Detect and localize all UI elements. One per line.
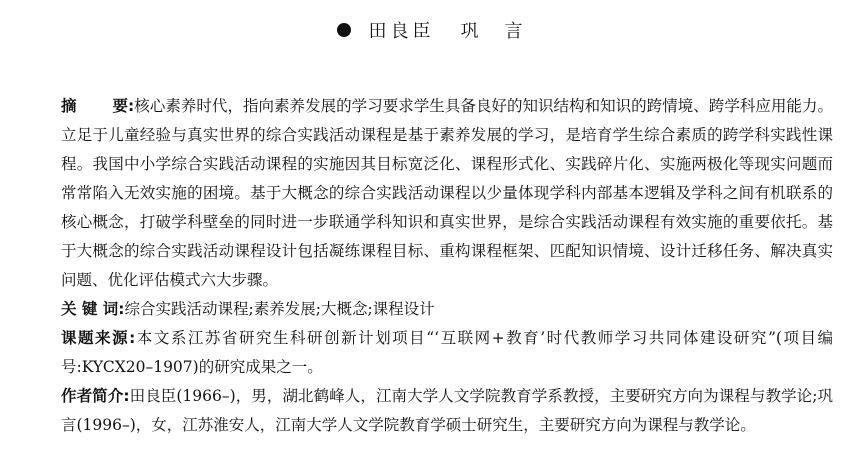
keywords-text: 综合实践活动课程;素养发展;大概念;课程设计 [124, 300, 435, 318]
author-intro-paragraph [61, 382, 833, 440]
author-intro-label: 作者简介: [61, 387, 130, 405]
keywords-paragraph [61, 295, 833, 324]
author-intro-text: 田良臣(1966–)，男，湖北鹤峰人，江南大学人文学院教育学系教授，主要研究方向为课程与教学论;巩言(1996–)，女，江苏淮安人，江南大学人文学院教育学硕士研究生，主要研究方向为课程与教学论。 [61, 387, 833, 434]
abstract-label-part2: 要: [112, 97, 135, 115]
author-name-2: 巩 言 [460, 21, 527, 42]
author-name-1: 田良臣 [368, 21, 435, 42]
abstract-label-part1: 摘 [61, 97, 77, 115]
abstract-paragraph [61, 92, 833, 295]
bullet-icon [337, 23, 351, 37]
keywords-label: 关 键 词: [61, 300, 125, 318]
front-matter [61, 92, 833, 440]
author-header [0, 12, 863, 48]
project-source-text: 本文系江苏省研究生科研创新计划项目“‘互联网+教育’时代教师学习共同体建设研究”(项目编号:KYCX20–1907)的研究成果之一。 [61, 329, 833, 376]
project-source-label: 课题来源: [61, 329, 136, 347]
abstract-text: 核心素养时代，指向素养发展的学习要求学生具备良好的知识结构和知识的跨情境、跨学科应用能力。立足于儿童经验与真实世界的综合实践活动课程是基于素养发展的学习，是培育学生综合素质的跨学科实践性课程。我国中小学综合实践活动课程的实施因其目标宽泛化、课程形式化、实践碎片化、实施两极化等现实问题而常常陷入无效实施的困境。基于大概念的综合实践活动课程以少量体现学科内部基本逻辑及学科之间有机联系的核心概念，打破学科壁垒的同时进一步联通学科知识和真实世界，是综合实践活动课程有效实施的重要依托。基于大概念的综合实践活动课程设计包括凝练课程目标、重构课程框架、匹配知识情境、设计迁移任务、解决真实问题、优化评估模式六大步骤。 [61, 97, 833, 289]
project-source-paragraph [61, 324, 833, 382]
